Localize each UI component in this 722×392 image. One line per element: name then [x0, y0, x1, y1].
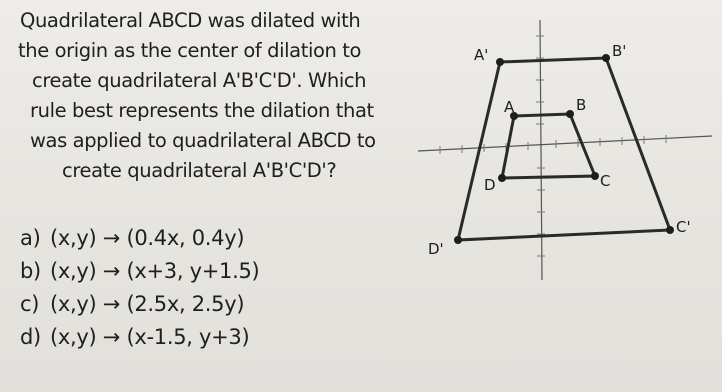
- label-d-prime: D': [428, 240, 444, 258]
- question-line: create quadrilateral A'B'C'D'. Which: [32, 69, 367, 92]
- label-a-prime: A': [474, 46, 489, 64]
- question-line: was applied to quadrilateral ABCD to: [30, 129, 376, 152]
- label-c-prime: C': [676, 218, 691, 236]
- label-a: A: [504, 98, 515, 116]
- label-b-prime: B': [612, 42, 627, 60]
- choice-a[interactable]: [20, 222, 320, 255]
- choice-c[interactable]: [20, 288, 320, 321]
- label-c: C: [600, 172, 611, 190]
- choice-rule: (x,y) → (x-1.5, y+3): [50, 325, 250, 349]
- vertex-b: [566, 110, 574, 118]
- question-line: rule best represents the dilation that: [30, 99, 374, 122]
- choice-letter: a): [20, 226, 41, 250]
- vertex-d: [498, 174, 506, 182]
- choice-rule: (x,y) → (0.4x, 0.4y): [50, 226, 245, 250]
- coordinate-graph: [410, 18, 722, 290]
- vertex-c: [591, 172, 599, 180]
- choice-letter: d): [20, 325, 41, 349]
- choice-d[interactable]: [20, 321, 320, 354]
- choice-rule: (x,y) → (2.5x, 2.5y): [50, 292, 245, 316]
- vertex-d-prime: [454, 236, 462, 244]
- question-line: Quadrilateral ABCD was dilated with: [20, 9, 361, 32]
- quadrilateral-prime: [458, 58, 670, 240]
- choice-letter: c): [20, 292, 40, 316]
- question-line: create quadrilateral A'B'C'D'?: [62, 159, 337, 182]
- vertex-c-prime: [666, 226, 674, 234]
- vertex-b-prime: [602, 54, 610, 62]
- choice-rule: (x,y) → (x+3, y+1.5): [50, 259, 260, 283]
- graph-svg: [410, 18, 722, 290]
- vertex-a-prime: [496, 58, 504, 66]
- question-line: the origin as the center of dilation to: [18, 39, 362, 62]
- question-text: [18, 6, 428, 186]
- label-d: D: [484, 176, 496, 194]
- answer-choices: [20, 222, 320, 354]
- choice-letter: b): [20, 259, 41, 283]
- choice-b[interactable]: [20, 255, 320, 288]
- label-b: B: [576, 96, 587, 114]
